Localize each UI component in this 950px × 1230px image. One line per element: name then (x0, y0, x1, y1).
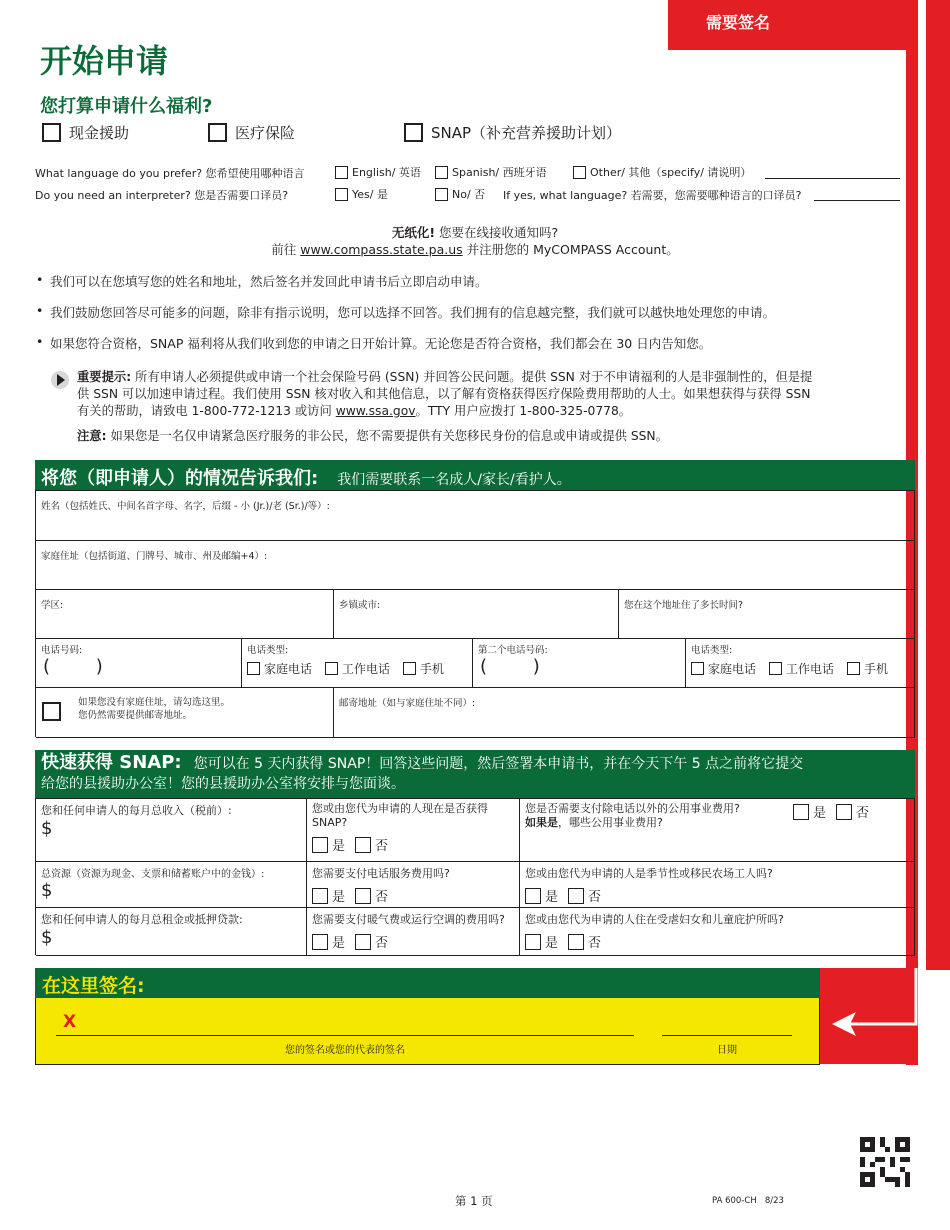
paperless-question: 您要在线接收通知吗? (439, 225, 559, 240)
phone-cost-yes-label: 是 (332, 890, 346, 905)
second-phone-label: 第二个电话号码: (478, 645, 548, 656)
shelter-no-checkbox[interactable] (568, 934, 584, 950)
rent-dollar: $ (41, 927, 53, 948)
signature-label: 您的签名或您的代表的签名 (285, 1045, 405, 1056)
phone-cost-yes-checkbox[interactable] (312, 888, 328, 904)
migrant-worker-yes-label: 是 (545, 890, 559, 905)
interpreter-no-label: No/ 否 (452, 188, 486, 201)
interpreter-question: Do you need an interpreter? 您是否需要口译员? (35, 189, 289, 202)
language-other-input[interactable] (765, 178, 900, 179)
red-frame-outer-right (926, 0, 950, 970)
phone-type-mobile-label: 手机 (420, 662, 445, 676)
paperless-suffix: 并注册您的 MyCOMPASS Account。 (466, 242, 679, 257)
phone-cost-no-checkbox[interactable] (355, 888, 371, 904)
signature-required-banner (668, 0, 918, 50)
snap-section-header (35, 750, 915, 798)
address-duration-label: 您在这个地址住了多长时间? (624, 600, 744, 611)
current-snap-no[interactable] (355, 835, 388, 854)
note-line (77, 428, 915, 445)
monthly-income-dollar: $ (41, 818, 53, 839)
mailing-address-field[interactable] (334, 688, 915, 738)
phone-cost-yes[interactable] (312, 886, 345, 905)
school-district-label: 学区: (41, 600, 64, 611)
utilities-yes-label: 是 (813, 806, 827, 821)
benefit-medical-option[interactable] (208, 122, 295, 143)
page-title: 开始申请 (40, 42, 169, 80)
shelter-yes-checkbox[interactable] (525, 934, 541, 950)
current-snap-no-checkbox[interactable] (355, 837, 371, 853)
ssa-link[interactable]: www.ssa.gov (335, 404, 416, 418)
page-number: 第 1 页 (455, 1194, 493, 1208)
phone-type-home-label: 家庭电话 (264, 662, 313, 676)
utilities-no-label: 否 (856, 806, 870, 821)
paperless-line2 (0, 240, 950, 258)
phone-type-mobile-checkbox[interactable] (403, 662, 416, 675)
important-text-1: 所有申请人必须提供或申请一个社会保险号码 (SSN) 并回答公民问题。提供 SSN 对于不申请福利的人是非强制性的，但是提 (135, 370, 813, 384)
language-other-label: Other/ 其他（specify/ 请说明） (590, 166, 752, 179)
monthly-income-field[interactable] (36, 799, 307, 862)
heat-cost-yes[interactable] (312, 932, 345, 951)
interpreter-yes-label: Yes/ 是 (352, 188, 388, 201)
second-phone-type-work[interactable] (769, 660, 834, 677)
heat-cost-field (307, 908, 520, 956)
current-snap-field (307, 799, 520, 862)
form-id: PA 600-CH 8/23 (712, 1196, 784, 1206)
phone-type-work-checkbox[interactable] (325, 662, 338, 675)
applicant-form (35, 490, 915, 737)
snap-heading: 快速获得 SNAP: (41, 752, 182, 773)
phone-cost-label: 您需要支付电话服务费用吗? (312, 867, 450, 880)
interpreter-followup: If yes, what language? 若需要，您需要哪种语言的口译员? (503, 189, 802, 202)
phone-label: 电话号码: (41, 645, 83, 656)
second-phone-type-label: 电话类型: (691, 645, 733, 656)
rent-label: 您和任何申请人的每月总租金或抵押贷款: (41, 913, 243, 926)
resources-field[interactable] (36, 862, 307, 908)
compass-link[interactable]: www.compass.state.pa.us (300, 242, 463, 257)
red-arrow-block (820, 968, 918, 1064)
heat-cost-no[interactable] (355, 932, 388, 951)
migrant-worker-yes[interactable] (525, 886, 558, 905)
language-english-checkbox[interactable] (335, 166, 348, 179)
school-district-field[interactable] (36, 590, 334, 639)
benefit-snap-checkbox[interactable] (404, 123, 423, 142)
address-duration-field[interactable] (619, 590, 915, 639)
phone-field[interactable] (36, 639, 242, 688)
phone-type-home-checkbox[interactable] (247, 662, 260, 675)
current-snap-yes[interactable] (312, 835, 345, 854)
paperless-line1 (0, 223, 950, 241)
benefit-medical-label: 医疗保险 (235, 124, 296, 142)
migrant-worker-no-label: 否 (588, 890, 602, 905)
language-other-checkbox[interactable] (573, 166, 586, 179)
phone-area-code: ( ) (43, 656, 103, 677)
benefits-question: 您打算申请什么福利? (40, 96, 213, 117)
signature-box (35, 998, 820, 1065)
signature-x-mark: X (63, 1012, 77, 1032)
important-text-4: 。TTY 用户应拨打 1-800-325-0778。 (415, 404, 632, 418)
note-label: 注意: (77, 429, 107, 443)
paperless-bold: 无纸化! (391, 225, 436, 240)
phone-type-mobile[interactable] (403, 660, 444, 677)
important-label: 重要提示: (77, 370, 132, 384)
benefit-snap-label: SNAP（补充营养援助计划） (431, 124, 622, 142)
second-phone-type-mobile-label: 手机 (864, 662, 889, 676)
heat-cost-no-checkbox[interactable] (355, 934, 371, 950)
utilities-yes[interactable] (793, 802, 826, 821)
utilities-if-yes: 如果是 (525, 816, 558, 829)
migrant-worker-no-checkbox[interactable] (568, 888, 584, 904)
language-question: What language do you prefer? 您希望使用哪种语言 (35, 167, 305, 180)
heat-cost-yes-label: 是 (332, 936, 346, 951)
home-address-field[interactable] (36, 541, 915, 590)
important-line-1 (77, 369, 915, 386)
town-label: 乡镇或市: (339, 600, 381, 611)
phone-type-work[interactable] (325, 660, 390, 677)
phone-type-home[interactable] (247, 660, 312, 677)
no-home-address-checkbox[interactable] (42, 702, 61, 721)
date-label: 日期 (717, 1045, 737, 1056)
snap-heading-note-1: 您可以在 5 天内获得 SNAP！回答这些问题，然后签署本申请书，并在今天下午 5 点之前将它提交 (193, 756, 804, 772)
resources-label: 总资源（资源为现金、支票和储蓄账户中的金钱）: (41, 869, 265, 880)
utilities-which: ，哪些公用事业费用? (558, 816, 663, 829)
name-field[interactable] (36, 491, 915, 541)
shelter-no-label: 否 (588, 936, 602, 951)
current-snap-yes-label: 是 (332, 839, 346, 854)
bullet-item-2: • 我们鼓励您回答尽可能多的问题，除非有指示说明，您可以选择不回答。我们拥有的信息越完整，我们就可以越快地处理您的申请。 (50, 303, 775, 321)
language-english-option[interactable] (335, 164, 421, 180)
bullet-item-1: • 我们可以在您填写您的姓名和地址，然后签名并发回此申请书后立即启动申请。 (50, 272, 488, 290)
current-snap-no-label: 否 (375, 839, 389, 854)
second-phone-type-home-checkbox[interactable] (691, 662, 704, 675)
snap-heading-note-2: 给您的县援助办公室！您的县援助办公室将安排与您面谈。 (41, 776, 405, 792)
heat-cost-no-label: 否 (375, 936, 389, 951)
applicant-section-header (35, 460, 915, 490)
utilities-no[interactable] (836, 802, 869, 821)
phone-cost-no[interactable] (355, 886, 388, 905)
utilities-label: 您是否需要支付除电话以外的公用事业费用? (525, 802, 740, 815)
phone-type-work-label: 工作电话 (342, 662, 391, 676)
second-phone-field[interactable] (473, 639, 686, 688)
monthly-income-label: 您和任何申请人的每月总收入（税前）: (41, 804, 232, 817)
town-field[interactable] (334, 590, 619, 639)
rent-field[interactable] (36, 908, 307, 956)
mailing-address-label: 邮寄地址（如与家庭住址不同）: (339, 698, 476, 709)
applicant-heading-note: 我们需要联系一名成人/家长/看护人。 (337, 472, 571, 488)
migrant-worker-yes-checkbox[interactable] (525, 888, 541, 904)
interpreter-yes-option[interactable] (335, 186, 388, 202)
language-english-label: English/ 英语 (352, 166, 421, 179)
interpreter-yes-checkbox[interactable] (335, 188, 348, 201)
second-phone-type-field (686, 639, 915, 688)
shelter-yes[interactable] (525, 932, 558, 951)
heat-cost-yes-checkbox[interactable] (312, 934, 328, 950)
migrant-worker-label: 您或由您代为申请的人是季节性或移民农场工人吗? (525, 867, 773, 880)
benefit-cash-checkbox[interactable] (42, 123, 61, 142)
second-phone-type-work-checkbox[interactable] (769, 662, 782, 675)
language-spanish-checkbox[interactable] (435, 166, 448, 179)
bullet-item-3: • 如果您符合资格，SNAP 福利将从我们收到您的申请之日开始计算。无论您是否符合资格，我们都会在 30 日内告知您。 (50, 334, 711, 352)
migrant-worker-no[interactable] (568, 886, 601, 905)
qr-code-icon (860, 1137, 910, 1187)
shelter-no[interactable] (568, 932, 601, 951)
utilities-no-checkbox[interactable] (836, 804, 852, 820)
signature-line[interactable] (56, 1035, 634, 1036)
date-line[interactable] (662, 1035, 792, 1036)
important-line-2: 供 SSN 可以加速申请过程。我们使用 SSN 核对收入和其他信息，以了解有资格获得医疗保险费用帮助的人士。如果想获得与获得 SSN (77, 387, 811, 401)
language-other-option[interactable] (573, 164, 751, 180)
migrant-worker-field (520, 862, 915, 908)
benefit-cash-option[interactable] (42, 122, 129, 143)
second-phone-area-code: ( ) (480, 656, 540, 677)
applicant-heading: 将您（即申请人）的情况告诉我们: (41, 468, 319, 489)
benefit-snap-option[interactable] (404, 122, 621, 143)
resources-dollar: $ (41, 880, 53, 901)
name-label: 姓名（包括姓氏、中间名首字母、名字，后缀 - 小 (Jr.)/老 (Sr.)/等）: (41, 501, 330, 512)
phone-type-field (242, 639, 473, 688)
shelter-yes-label: 是 (545, 936, 559, 951)
second-phone-type-mobile[interactable] (847, 660, 888, 677)
current-snap-label: 您或由您代为申请的人现在是否获得 SNAP? (312, 802, 488, 829)
second-phone-type-mobile-checkbox[interactable] (847, 662, 860, 675)
no-home-address-field (36, 688, 334, 738)
paperless-prefix: 前往 (271, 242, 297, 257)
language-spanish-label: Spanish/ 西班牙语 (452, 166, 547, 179)
signature-required-label: 需要签名 (706, 13, 771, 32)
no-home-address-line1: 如果您没有家庭住址，请勾选这里。 (78, 697, 231, 708)
interpreter-language-input[interactable] (814, 200, 900, 201)
shelter-label: 您或由您代为申请的人住在受虐妇女和儿童庇护所吗? (525, 913, 784, 926)
interpreter-no-option[interactable] (435, 186, 485, 202)
home-address-label: 家庭住址（包括街道、门牌号、城市、州及邮编+4）: (41, 551, 268, 562)
language-spanish-option[interactable] (435, 164, 547, 180)
shelter-field (520, 908, 915, 956)
important-line-3 (77, 403, 915, 420)
important-notice (77, 369, 915, 445)
no-home-address-line2: 您仍然需要提供邮寄地址。 (78, 710, 193, 721)
snap-form (35, 798, 915, 955)
heat-cost-label: 您需要支付暖气费或运行空调的费用吗? (312, 913, 505, 926)
second-phone-type-home-label: 家庭电话 (708, 662, 757, 676)
utilities-field (520, 799, 915, 862)
utilities-yes-checkbox[interactable] (793, 804, 809, 820)
phone-cost-field (307, 862, 520, 908)
phone-cost-no-label: 否 (375, 890, 389, 905)
arrow-left-icon (820, 968, 918, 1064)
sign-section-header (35, 968, 820, 998)
phone-type-label: 电话类型: (247, 645, 289, 656)
interpreter-no-checkbox[interactable] (435, 188, 448, 201)
sign-heading: 在这里签名: (42, 975, 145, 997)
play-arrow-icon (50, 370, 70, 390)
second-phone-type-work-label: 工作电话 (786, 662, 835, 676)
benefit-cash-label: 现金援助 (69, 124, 130, 142)
second-phone-type-home[interactable] (691, 660, 756, 677)
current-snap-yes-checkbox[interactable] (312, 837, 328, 853)
important-text-3: 有关的帮助，请致电 1-800-772-1213 或访问 (77, 404, 332, 418)
benefit-medical-checkbox[interactable] (208, 123, 227, 142)
note-text: 如果您是一名仅申请紧急医疗服务的非公民，您不需要提供有关您移民身份的信息或申请或提供 SSN。 (110, 429, 668, 443)
